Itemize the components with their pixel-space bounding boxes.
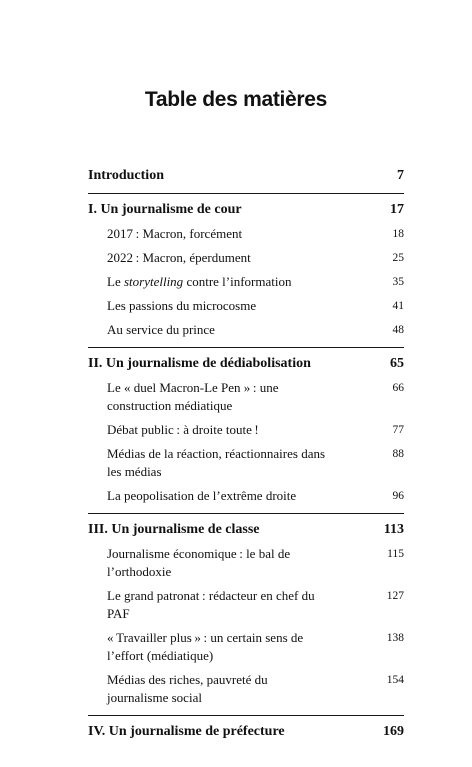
- section-title-part: contre l’information: [183, 274, 292, 289]
- section-title: 2017 : Macron, forcément: [107, 226, 243, 241]
- toc-chapter: [88, 198, 404, 222]
- toc-section: [88, 668, 404, 710]
- section-title: Médias de la réaction, réactionnaires dans les médias: [107, 446, 326, 479]
- toc-section: [88, 418, 404, 442]
- page-number: 169: [383, 724, 404, 739]
- page-number: 127: [386, 590, 404, 602]
- toc-chapter: [88, 720, 404, 744]
- toc-section: [88, 246, 404, 270]
- page-number: 113: [383, 522, 404, 537]
- section-title: « Travailler plus » : un certain sens de l’effort (médiatique): [107, 630, 304, 663]
- page-title: Table des matières: [144, 88, 328, 111]
- toc-section: [88, 376, 404, 418]
- toc-section: [88, 318, 404, 342]
- toc-group-chapter-3: [88, 513, 404, 710]
- toc-section: [88, 626, 404, 668]
- page-number: 115: [387, 548, 404, 560]
- page-number: 7: [397, 168, 404, 183]
- section-title-part: Le: [107, 274, 124, 289]
- section-title: Médias des riches, pauvreté du journalisme social: [107, 672, 268, 705]
- toc-chapter: [88, 164, 404, 188]
- page-number: 65: [390, 356, 404, 371]
- section-title: Le grand patronat : rédacteur en chef du PAF: [107, 588, 315, 621]
- section-title: Le « duel Macron-Le Pen » : une construction médiatique: [107, 380, 279, 413]
- section-title-italic: storytelling: [123, 274, 184, 289]
- page-number: 18: [392, 228, 404, 240]
- toc-chapter: [88, 352, 404, 376]
- chapter-title: III. Un journalisme de classe: [88, 522, 260, 537]
- toc-section: [88, 442, 404, 484]
- toc-section: [88, 484, 404, 508]
- section-title: Au service du prince: [107, 322, 215, 337]
- page-number: 88: [392, 448, 404, 460]
- toc-section: [88, 294, 404, 318]
- toc-chapter: [88, 518, 404, 542]
- section-title: [107, 273, 364, 291]
- toc-section: [88, 270, 404, 294]
- section-title: Journalisme économique : le bal de l’orthodoxie: [107, 546, 291, 579]
- toc-section: [88, 222, 404, 246]
- page-number: 154: [386, 674, 404, 686]
- page-number: 77: [392, 424, 404, 436]
- page-number: 35: [392, 276, 404, 288]
- chapter-title: IV. Un journalisme de préfecture: [88, 724, 285, 739]
- chapter-title: I. Un journalisme de cour: [88, 202, 242, 217]
- section-title: Débat public : à droite toute !: [107, 422, 259, 437]
- page-number: 66: [392, 382, 404, 394]
- page-number: 41: [392, 300, 404, 312]
- toc-section: [88, 584, 404, 626]
- section-title: 2022 : Macron, éperdument: [107, 250, 251, 265]
- page-number: 17: [390, 202, 404, 217]
- table-of-contents: [88, 164, 404, 744]
- toc-group-chapter-2: [88, 347, 404, 508]
- page-number: 48: [392, 324, 404, 336]
- chapter-title: Introduction: [88, 168, 164, 183]
- page-number: 138: [386, 632, 404, 644]
- page-number: 25: [392, 252, 404, 264]
- page-number: 96: [392, 490, 404, 502]
- section-title: Les passions du microcosme: [107, 298, 257, 313]
- section-title: La peopolisation de l’extrême droite: [107, 488, 297, 503]
- chapter-title: II. Un journalisme de dédiabolisation: [88, 356, 311, 371]
- toc-group-chapter-4: [88, 715, 404, 744]
- toc-group-chapter-1: [88, 193, 404, 342]
- toc-group-introduction: [88, 164, 404, 188]
- toc-section: [88, 542, 404, 584]
